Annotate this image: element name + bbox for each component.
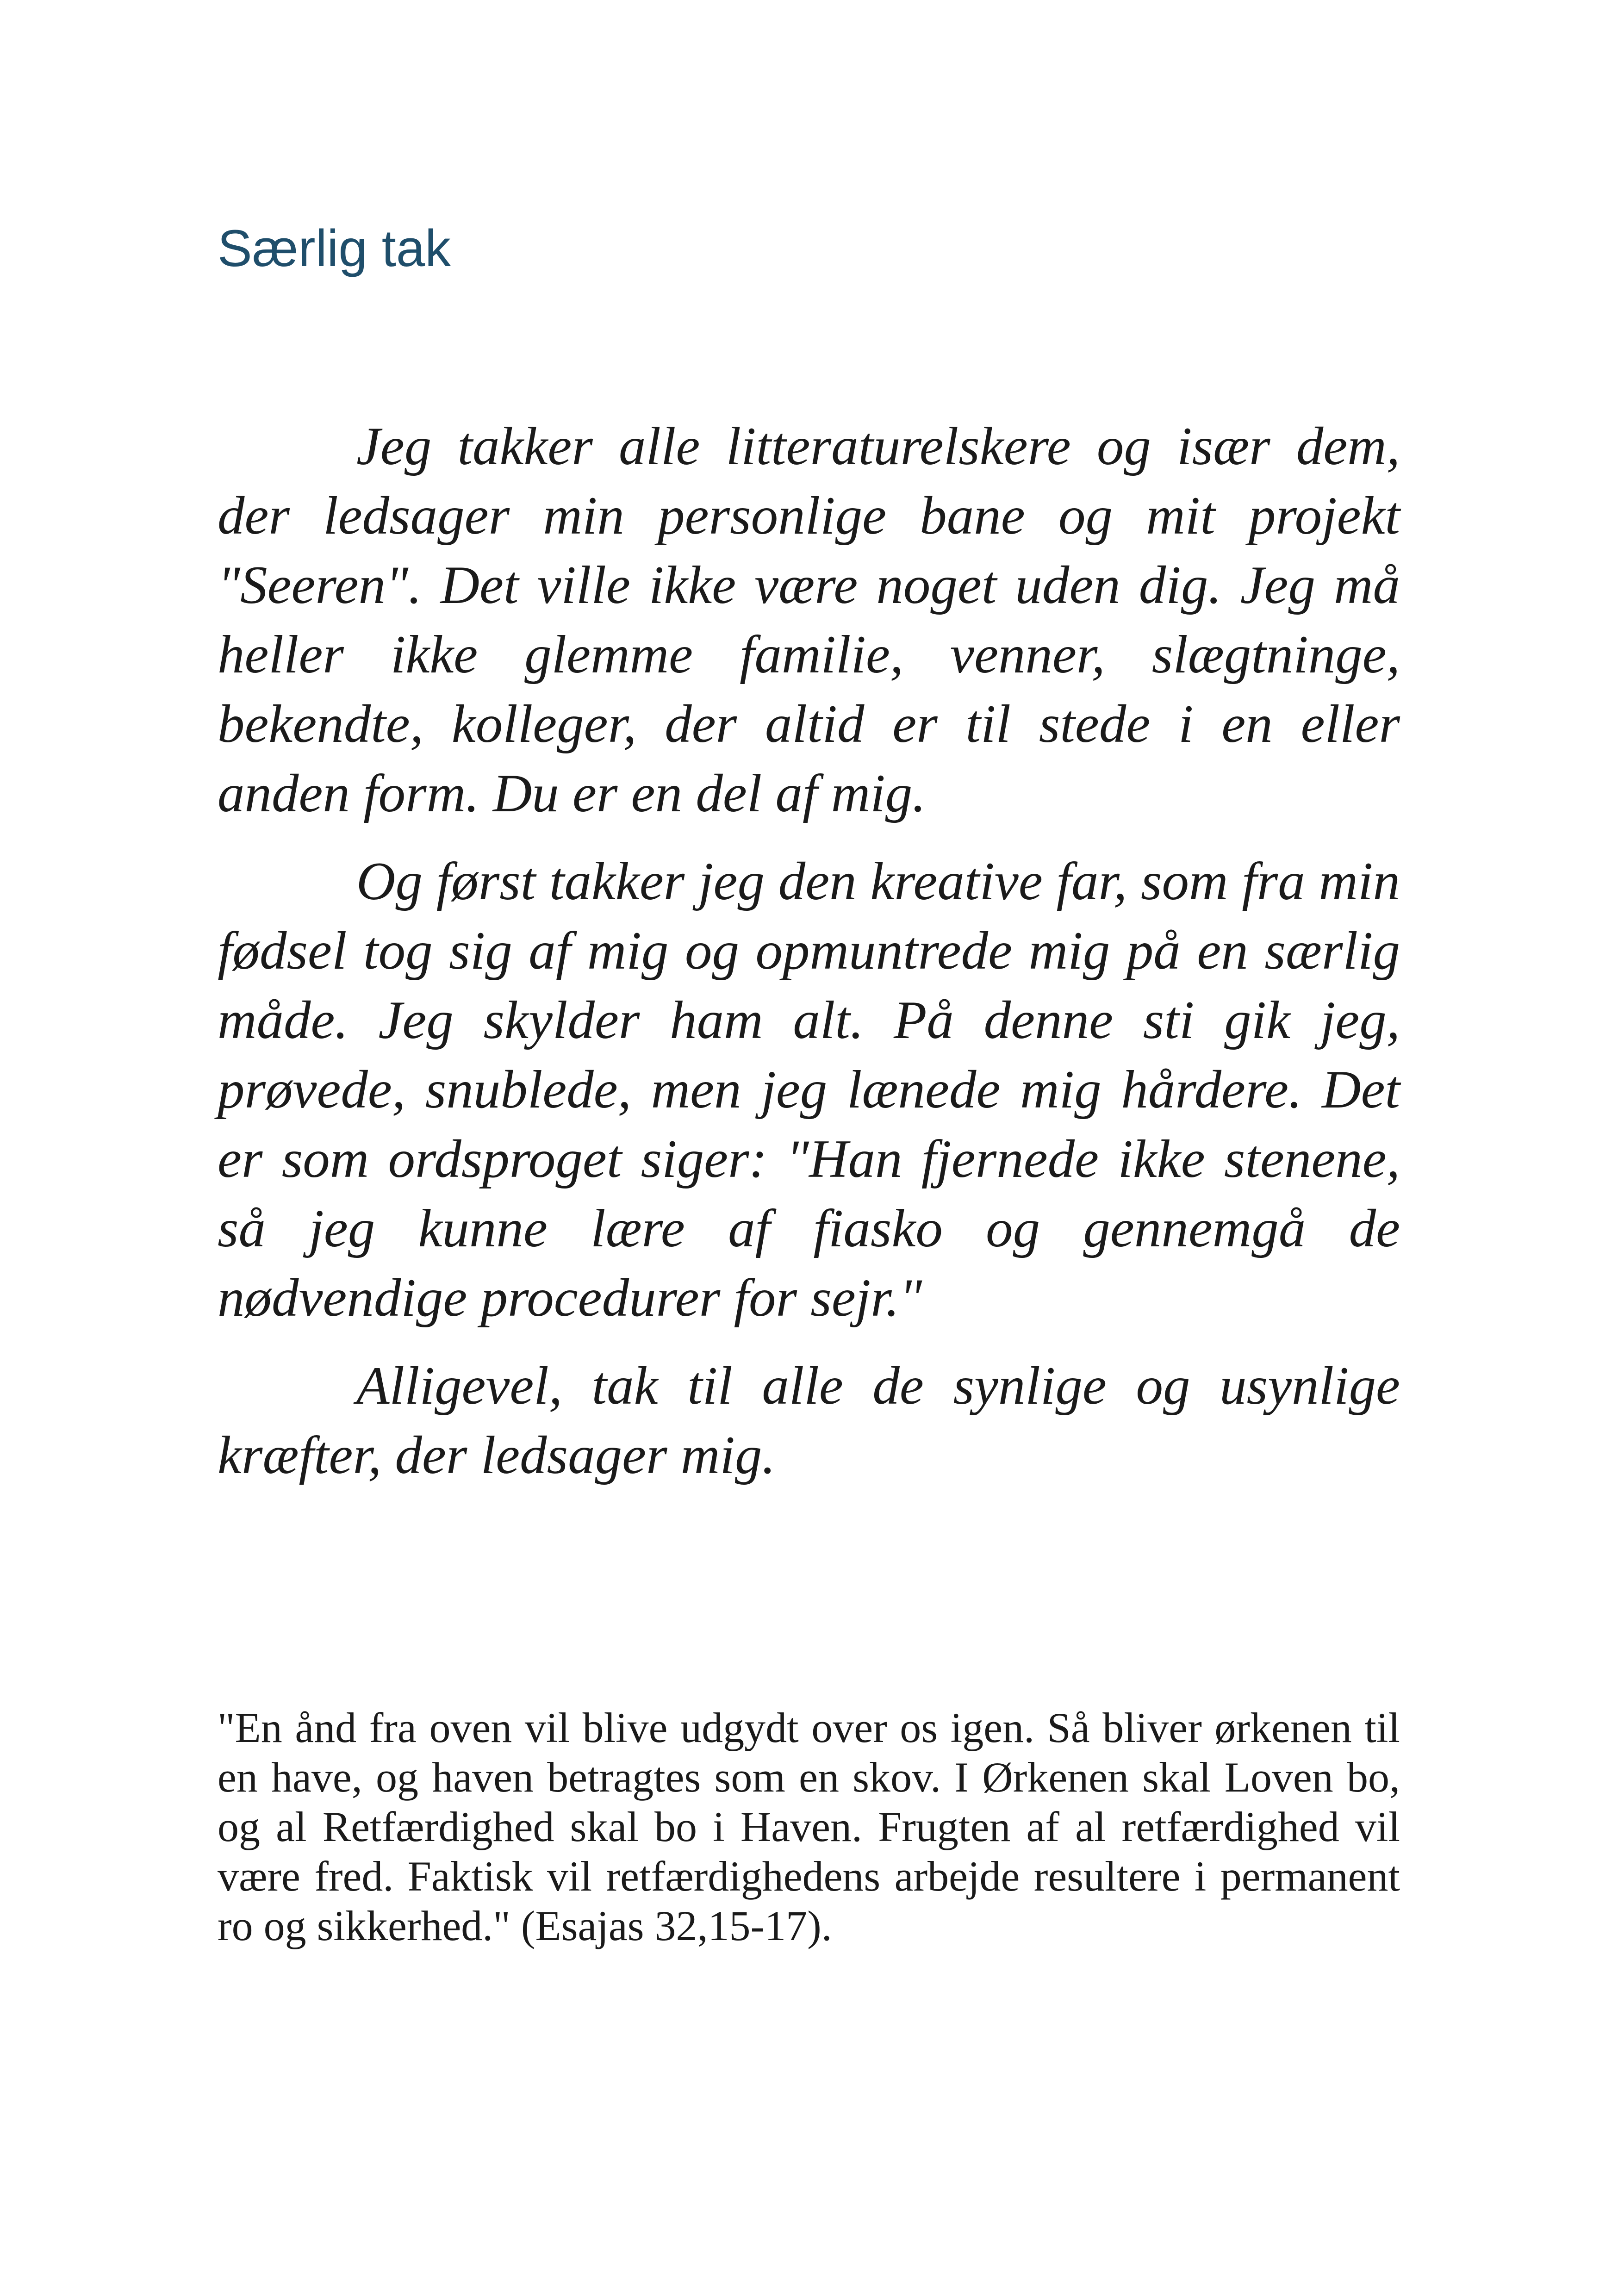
page-heading: Særlig tak: [218, 219, 451, 277]
paragraph-3: Alligevel, tak til alle de synlige og usynlige kræfter, der ledsager mig.: [218, 1356, 1400, 1485]
scripture-quote: "En ånd fra oven vil blive udgydt over os igen. Så bliver ørkenen til en have, og haven betragtes som en skov. I Ørkenen skal Loven bo, og al Retfærdighed skal bo i Haven. Frugten af al retfærdighed vil være fred. Faktisk vil retfærdighedens arbejde resultere i permanent ro og sikkerhed." (Esajas 32,15-17).: [218, 1704, 1400, 1949]
paragraph-1: Jeg takker alle litteraturelskere og især dem, der ledsager min personlige bane og mit projekt "Seeren". Det ville ikke være noget uden dig. Jeg må heller ikke glemme familie, venner, slægtninge, bekendte, kolleger, der altid er til stede i en eller anden form. Du er en del af mig.: [218, 417, 1400, 823]
acknowledgement-body: [218, 412, 1400, 1509]
paragraph-2: Og først takker jeg den kreative far, som fra min fødsel tog sig af mig og opmuntrede mig på en særlig måde. Jeg skylder ham alt. På denne sti gik jeg, prøvede, snublede, men jeg lænede mig hårdere. Det er som ordsproget siger: "Han fjernede ikke stenene, så jeg kunne lære af fiasko og gennemgå de nødvendige procedurer for sejr.": [218, 852, 1400, 1328]
